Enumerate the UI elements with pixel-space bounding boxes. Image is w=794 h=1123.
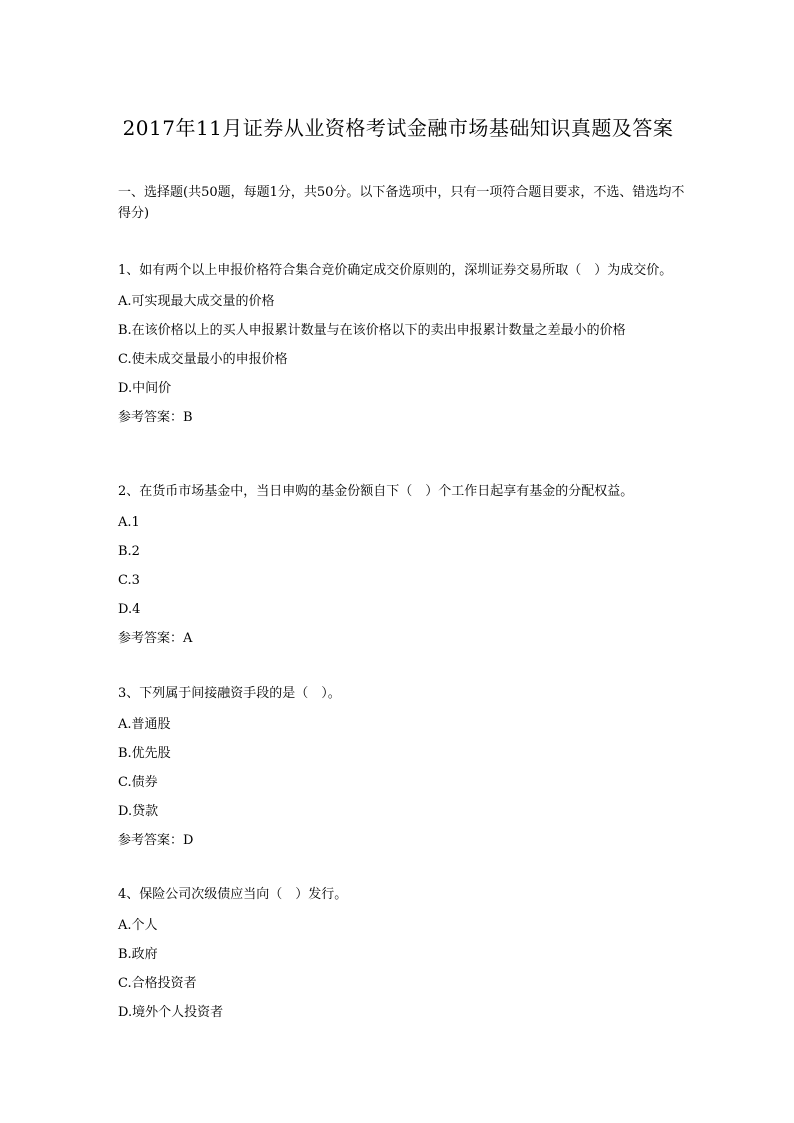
- option-b: B.政府: [118, 947, 158, 962]
- question-2: [118, 481, 680, 653]
- option-a: A.个人: [118, 918, 158, 933]
- option-a: A.1: [118, 515, 140, 530]
- question-text: 1、如有两个以上申报价格符合集合竞价确定成交价原则的，深圳证券交易所取（ ）为成交价。: [118, 263, 673, 278]
- option-c: C.3: [118, 573, 140, 588]
- option-c: C.合格投资者: [118, 976, 197, 991]
- option-d: D.中间价: [118, 381, 172, 396]
- option-a: A.普通股: [118, 717, 171, 732]
- document-title: 2017年11月证券从业资格考试金融市场基础知识真题及答案: [122, 116, 674, 140]
- section-intro: 一、选择题(共50题，每题1分，共50分。以下备选项中，只有一项符合题目要求，不选、错选均不得分): [118, 185, 685, 221]
- answer: 参考答案：B: [118, 410, 193, 425]
- option-a: A.可实现最大成交量的价格: [118, 294, 275, 309]
- question-text: 4、保险公司次级债应当向（ ）发行。: [118, 887, 348, 902]
- option-d: D.4: [118, 602, 141, 617]
- option-b: B.优先股: [118, 746, 171, 761]
- answer: 参考答案：D: [118, 833, 194, 848]
- question-3: [118, 683, 680, 855]
- option-b: B.2: [118, 544, 140, 559]
- question-1: [118, 260, 680, 432]
- option-c: C.使未成交量最小的申报价格: [118, 352, 288, 367]
- question-text: 3、下列属于间接融资手段的是（ ）。: [118, 686, 341, 701]
- option-d: D.贷款: [118, 804, 159, 819]
- option-b: B.在该价格以上的买人申报累计数量与在该价格以下的卖出申报累计数量之差最小的价格: [118, 323, 626, 338]
- question-text: 2、在货币市场基金中，当日申购的基金份额自下（ ）个工作日起享有基金的分配权益。: [118, 484, 634, 499]
- answer: 参考答案：A: [118, 631, 193, 646]
- question-4: [118, 884, 680, 1027]
- option-c: C.债券: [118, 775, 158, 790]
- option-d: D.境外个人投资者: [118, 1005, 224, 1020]
